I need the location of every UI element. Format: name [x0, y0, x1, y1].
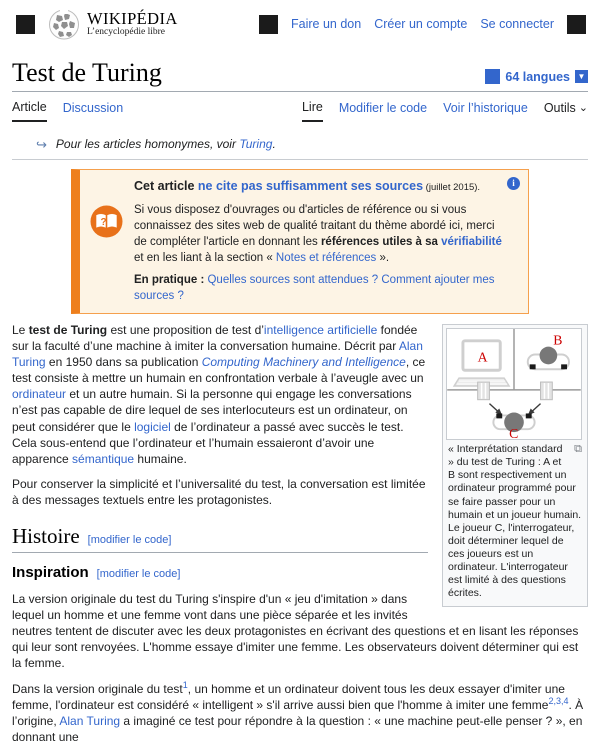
paragraph-jeu-imitation: La version originale du test du Turing s'inspire d'un « jeu d'imitation » dans lequel un homme et une femme vont dans une pièce séparée et les invités neutres tentent de discuter avec les deux protagonistes en écrivant des questions et en lisant les réponses qui leur sont renvoyées. L'homme essaye d'imiter une femme. Les observateurs doivent déterminer qui est la femme. [12, 592, 579, 671]
subsection-heading-inspiration [12, 563, 428, 583]
notes-references-link[interactable]: Notes et références [275, 251, 377, 264]
reference-link[interactable]: 1 [182, 679, 188, 690]
svg-text:C: C [509, 426, 519, 441]
heading-text: Inspiration [12, 564, 89, 582]
donate-link[interactable]: Faire un don [291, 17, 362, 31]
banner-body-text: Si vous disposez d'ouvrages ou d'articles de référence ou si vous connaissez des sites web de qualité traitant du thème abordé ici, merci de compléter l'article en donnant les [134, 203, 495, 248]
divider [12, 159, 588, 160]
hatnote-turing-link[interactable]: Turing [239, 137, 273, 151]
svg-text:B: B [553, 332, 563, 348]
text: . À l’origine, [12, 697, 584, 728]
logo-subtitle: L’encyclopédie libre [87, 26, 165, 37]
book-question-icon [89, 204, 124, 239]
intelligence-artificielle-link[interactable]: intelligence artificielle [263, 323, 378, 338]
wikipedia-wordmark [87, 10, 178, 37]
languages-button[interactable] [485, 69, 588, 88]
verifiabilite-link[interactable]: vérifiabilité [441, 235, 502, 248]
enlarge-icon[interactable]: ⧉ [574, 443, 582, 456]
languages-label: 64 langues [505, 69, 570, 84]
title-row [12, 58, 588, 92]
language-icon [485, 69, 500, 84]
search-icon[interactable] [259, 15, 278, 34]
ellipsis-menu-icon[interactable] [567, 15, 586, 34]
edit-section-link[interactable]: [modifier le code] [96, 568, 181, 581]
logiciel-link[interactable]: logiciel [134, 419, 171, 434]
tab-article[interactable]: Article [12, 95, 47, 122]
computer-icon [454, 341, 509, 386]
text: et un autre humain. Si la personne qui engage les conversations n’est pas capable de dire lequel de ses interlocuteurs est un ordinateur, on peut considérer que le [12, 387, 412, 434]
banner-body [134, 202, 502, 266]
wikipedia-globe-logo [47, 7, 81, 41]
sources-warning-banner [71, 169, 529, 314]
semantique-link[interactable]: sémantique [72, 451, 135, 466]
sources-attendues-link[interactable]: Quelles sources sont attendues ? [207, 273, 379, 286]
text: en 1950 dans sa publication [45, 355, 202, 370]
wikipedia-logo[interactable] [47, 7, 178, 41]
section-heading-histoire [12, 522, 428, 553]
paragraph-simplicite: Pour conserver la simplicité et l’universalité du test, la conversation est limitée à des messages textuels entre les protagonistes. [12, 476, 426, 507]
text: , un homme et un ordinateur doivent tous les deux essayer d'imiter une femme, l'ordinateur est considéré « intelligent » s'il arrive aussi bien que l'homme à imiter une femme [12, 681, 565, 712]
hatnote-after: . [272, 137, 276, 151]
tab-lire[interactable]: Lire [302, 95, 323, 122]
svg-text:A: A [477, 349, 488, 365]
chevron-down-icon: ⌄ [578, 101, 588, 114]
banner-body-bold: références utiles à sa [320, 235, 442, 248]
hatnote-before: Pour les articles homonymes, voir [55, 137, 240, 151]
text: a imaginé ce test pour répondre à la question : « une machine peut-elle penser ? », en donnant une [12, 713, 583, 744]
alan-turing-link[interactable]: Alan Turing [59, 713, 121, 728]
page-title: Test de Turing [12, 58, 162, 87]
text: , ce test consiste à mettre un humain en confrontation verbale à l’aveugle avec un [12, 355, 426, 386]
ordinateur-link[interactable]: ordinateur [12, 387, 67, 402]
site-header [0, 0, 600, 46]
caption-text: « Interprétation standard » du test de Turing : A et B sont respectivement un ordinateur programmé pour se faire passer pour un humain et un joueur humain. Le joueur C, l'interrogateur, doit déterminer lequel de ces joueurs est un ordinateur. L'interrogateur est limité à des questions écrites. [448, 443, 582, 600]
text: fondée sur la faculté d’une machine à imiter la conversation humaine. Décrit par [12, 323, 418, 354]
article-content [12, 322, 588, 745]
banner-title [134, 178, 502, 196]
tab-voir-historique[interactable]: Voir l’historique [443, 100, 528, 115]
ajouter-sources-link[interactable]: Comment ajouter mes sources ? [134, 273, 495, 302]
hamburger-menu-icon[interactable] [16, 15, 35, 34]
thumbnail-caption [446, 440, 584, 603]
hatnote [36, 137, 588, 151]
banner-practice [134, 272, 502, 304]
heading-text: Histoire [12, 523, 80, 548]
practice-label: En pratique : [134, 273, 208, 286]
text: humaine. [134, 451, 187, 466]
logo-title: WIKIPÉDIA [87, 9, 178, 29]
banner-body-text: et en les liant à la section « [134, 251, 276, 264]
banner-title-plain: Cet article [134, 179, 198, 193]
edit-section-link[interactable]: [modifier le code] [87, 533, 172, 546]
disambiguation-icon: ↪ [36, 136, 47, 152]
turing-test-thumbnail[interactable] [442, 324, 588, 607]
chevron-down-icon: ▼ [575, 70, 588, 83]
login-link[interactable]: Se connecter [480, 17, 554, 31]
banner-title-date: (juillet 2015). [423, 182, 481, 193]
svg-text:?: ? [100, 217, 107, 228]
text: Dans la version originale du test [12, 681, 183, 696]
text: Le [12, 323, 29, 338]
banner-body-text: ». [376, 251, 390, 264]
text: de l’ordinateur a passé avec succès le test. Cela sous-entend que l’ordinateur et l’humain essaieront d’avoir une apparence [12, 419, 404, 466]
tab-modifier-le-code[interactable]: Modifier le code [338, 100, 428, 115]
computing-machinery-link[interactable]: Computing Machinery and Intelligence [201, 355, 406, 370]
article-tabs [12, 94, 588, 122]
banner-title-link[interactable]: ne cite pas suffisamment ses sources [197, 179, 424, 193]
bold-text: test de Turing [28, 323, 108, 338]
text: est une proposition de test d’ [107, 323, 264, 338]
tools-label: Outils [543, 101, 576, 115]
create-account-link[interactable]: Créer un compte [374, 17, 468, 31]
alan-turing-link[interactable]: Alan Turing [12, 339, 423, 370]
tab-discussion[interactable]: Discussion [62, 100, 124, 115]
turing-test-diagram [446, 328, 582, 440]
tools-menu[interactable] [544, 101, 588, 115]
reference-link[interactable]: 2,3,4 [548, 695, 569, 706]
info-icon[interactable]: i [507, 177, 520, 190]
hatnote-text [56, 137, 276, 151]
paragraph-version-originale [12, 681, 588, 745]
